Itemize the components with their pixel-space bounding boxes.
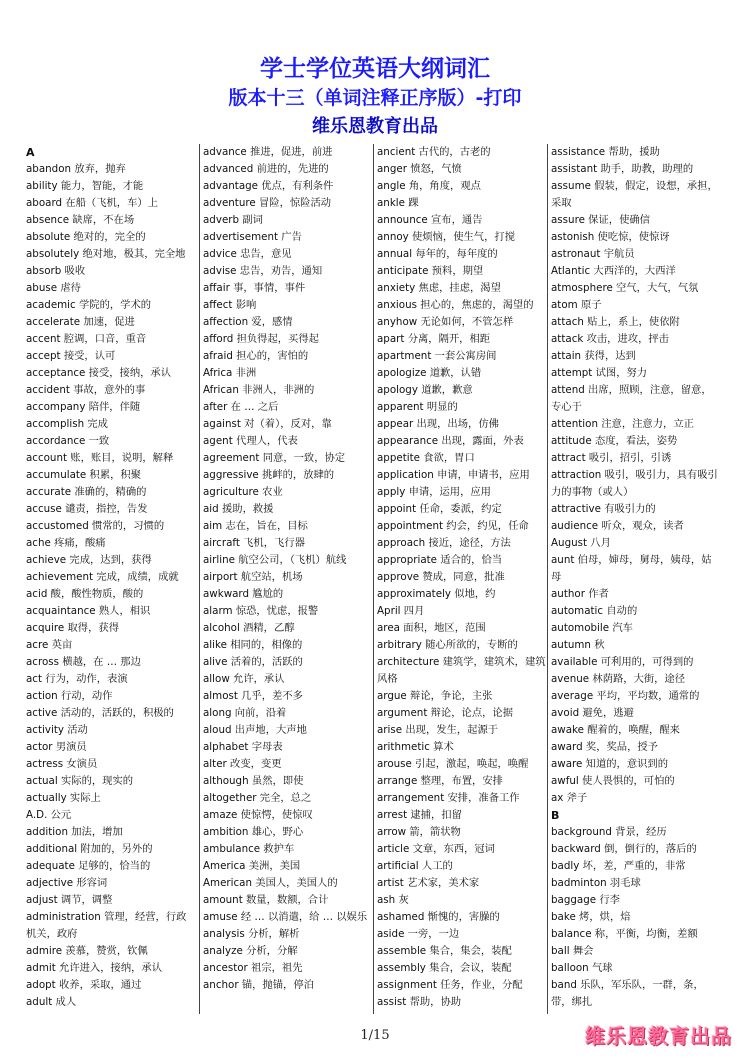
vocab-entry: anchor 锚，抛锚，停泊 [203, 979, 314, 991]
vocab-entry: advance 推进，促进，前进 [203, 146, 333, 158]
vocab-entry: aggressive 挑衅的，放肆的 [203, 469, 335, 481]
vocab-entry: anxiety 焦虑，挂虑，渴望 [377, 282, 501, 294]
vocab-entry: adventure 冒险，惊险活动 [203, 197, 332, 209]
vocab-entry: acid 酸，酸性物质，酸的 [26, 588, 144, 600]
vocab-entry: balloon 气球 [551, 962, 613, 974]
vocab-entry: aboard 在船（飞机，车）上 [26, 197, 158, 209]
vocab-entry: appearance 出现，露面，外表 [377, 435, 524, 447]
vocab-entry: anticipate 预料，期望 [377, 265, 484, 277]
vocab-entry: atmosphere 空气，大气，气氛 [551, 282, 699, 294]
vocab-entry: approve 赞成，同意，批准 [377, 571, 505, 583]
vocab-entry: assume 假装，假定，设想，承担，采取 [551, 180, 718, 209]
vocab-entry: achieve 完成，达到，获得 [26, 554, 152, 566]
vocab-entry: arrange 整理，布置，安排 [377, 775, 503, 787]
vocab-entry: avoid 避免，逃避 [551, 707, 634, 719]
vocab-entry: account 账，账目，说明，解释 [26, 452, 174, 464]
vocab-entry: advanced 前进的，先进的 [203, 163, 329, 175]
vocab-entry: apology 道歉，歉意 [377, 384, 473, 396]
vocab-entry: aim 志在，旨在，目标 [203, 520, 308, 532]
publisher-line: 维乐恩教育出品 [312, 116, 438, 137]
vocab-entry: approach 接近，途径，方法 [377, 537, 511, 549]
vocab-entry: ache 疼痛，酸痛 [26, 537, 106, 549]
vocab-entry: A.D. 公元 [26, 809, 72, 821]
vocab-entry: activity 活动 [26, 724, 88, 736]
vocab-entry: achievement 完成，成绩，成就 [26, 571, 179, 583]
vocab-entry: absolute 绝对的，完全的 [26, 231, 146, 243]
vocab-entry: arrangement 安排，准备工作 [377, 792, 520, 804]
vocab-entry: affection 爱，感情 [203, 316, 293, 328]
vocab-entry: baggage 行李 [551, 894, 620, 906]
vocab-entry: amaze 使惊愕，使惊叹 [203, 809, 313, 821]
vocab-entry: average 平均，平均数，通常的 [551, 690, 700, 702]
vocab-entry: appear 出现，出场，仿佛 [377, 418, 499, 430]
vocab-entry: awful 使人畏惧的，可怕的 [551, 775, 675, 787]
vocab-entry: adopt 收养，采取，通过 [26, 979, 142, 991]
vocab-entry: abandon 放弃，抛弃 [26, 163, 126, 175]
vocab-entry: aircraft 飞机，飞行器 [203, 537, 305, 549]
vocab-entry: airline 航空公司，（飞机）航线 [203, 554, 347, 566]
vocab-entry: argue 辩论，争论，主张 [377, 690, 493, 702]
vocab-entry: acquire 取得，获得 [26, 622, 119, 634]
vocab-entry: accept 接受，认可 [26, 350, 116, 362]
vocab-entry: aside 一旁，一边 [377, 928, 460, 940]
vocabulary-column-2 [199, 144, 372, 1014]
vocab-entry: alarm 惊恐，忧虑，报警 [203, 605, 319, 617]
section-letter: A [26, 146, 35, 159]
vocabulary-column-4 [547, 144, 720, 1014]
vocab-entry: acceptance 接受，接纳，承认 [26, 367, 172, 379]
vocab-entry: assure 保证，使确信 [551, 214, 650, 226]
vocab-entry: apartment 一套公寓房间 [377, 350, 497, 362]
vocab-entry: anyhow 无论如何，不管怎样 [377, 316, 514, 328]
vocab-entry: backward 倒，倒行的，落后的 [551, 843, 697, 855]
vocab-entry: amuse 经 … 以消遣，给 … 以娱乐 [203, 911, 368, 923]
vocab-entry: against 对（着），反对，靠 [203, 418, 332, 430]
vocab-entry: accumulate 积累，积聚 [26, 469, 142, 481]
vocab-entry: additional 附加的，另外的 [26, 843, 153, 855]
vocab-entry: ancestor 祖宗，祖先 [203, 962, 303, 974]
vocab-entry: addition 加法，增加 [26, 826, 123, 838]
vocab-entry: architecture 建筑学，建筑术，建筑风格 [377, 656, 546, 685]
vocab-entry: administration 管理，经营，行政机关，政府 [26, 911, 187, 940]
vocab-entry: Atlantic 大西洋的，大西洋 [551, 265, 676, 277]
vocab-entry: accelerate 加速，促进 [26, 316, 135, 328]
vocab-entry: approximately 似地，约 [377, 588, 496, 600]
vocab-entry: along 向前，沿着 [203, 707, 287, 719]
page-number: 1/15 [360, 1028, 390, 1043]
vocab-entry: adverb 副词 [203, 214, 263, 226]
vocab-entry: actress 女演员 [26, 758, 98, 770]
vocab-entry: audience 听众，观众，读者 [551, 520, 684, 532]
vocab-entry: August 八月 [551, 537, 611, 549]
vocab-entry: alike 相同的，相像的 [203, 639, 303, 651]
vocab-entry: badly 坏，差，严重的，非常 [551, 860, 686, 872]
vocab-entry: appropriate 适合的，恰当 [377, 554, 503, 566]
vocab-entry: ambition 雄心，野心 [203, 826, 304, 838]
vocab-entry: action 行动，动作 [26, 690, 113, 702]
vocab-entry: balance 称，平衡，均衡，差额 [551, 928, 698, 940]
vocab-entry: altogether 完全，总之 [203, 792, 312, 804]
vocab-entry: alcohol 酒精，乙醇 [203, 622, 295, 634]
vocab-entry: ash 灰 [377, 894, 409, 906]
vocab-entry: astonish 使吃惊，使惊讶 [551, 231, 670, 243]
vocab-entry: affair 事，事情，事件 [203, 282, 306, 294]
vocab-entry: artificial 人工的 [377, 860, 453, 872]
vocab-entry: ax 斧子 [551, 792, 588, 804]
vocab-entry: ashamed 惭愧的，害臊的 [377, 911, 500, 923]
vocab-entry: acquaintance 熟人，相识 [26, 605, 151, 617]
vocab-entry: attitude 态度，看法，姿势 [551, 435, 678, 447]
vocab-entry: agent 代理人，代表 [203, 435, 298, 447]
vocab-entry: Africa 非洲 [203, 367, 257, 379]
vocab-entry: attractive 有吸引力的 [551, 503, 656, 515]
vocab-entry: awake 醒着的，唤醒，醒来 [551, 724, 680, 736]
vocab-entry: background 背景，经历 [551, 826, 667, 838]
vocab-entry: accomplish 完成 [26, 418, 108, 430]
vocab-entry: apparent 明显的 [377, 401, 458, 413]
vocab-entry: awkward 尴尬的 [203, 588, 284, 600]
vocab-entry: advise 忠告，劝告，通知 [203, 265, 323, 277]
vocab-entry: absence 缺席，不在场 [26, 214, 135, 226]
vocab-entry: African 非洲人，非洲的 [203, 384, 315, 396]
vocabulary-columns [23, 144, 733, 1014]
document-title: 学士学位英语大纲词汇 [260, 56, 490, 82]
vocab-entry: agriculture 农业 [203, 486, 283, 498]
vocab-entry: acre 英亩 [26, 639, 73, 651]
vocab-entry: award 奖，奖品，授予 [551, 741, 658, 753]
vocab-entry: abuse 虐待 [26, 282, 81, 294]
vocab-entry: accustomed 惯常的，习惯的 [26, 520, 165, 532]
vocab-entry: across 横越，在 … 那边 [26, 656, 141, 668]
vocab-entry: apply 申请，运用，应用 [377, 486, 491, 498]
vocab-entry: academic 学院的，学术的 [26, 299, 152, 311]
vocab-entry: bake 烤，烘，焙 [551, 911, 631, 923]
vocab-entry: attend 出席，照顾，注意，留意，专心于 [551, 384, 712, 413]
vocab-entry: application 申请，申请书，应用 [377, 469, 530, 481]
vocab-entry: ancient 古代的，古老的 [377, 146, 491, 158]
vocab-entry: apart 分离，隔开，相距 [377, 333, 491, 345]
vocab-entry: automobile 汽车 [551, 622, 633, 634]
document-subtitle: 版本十三（单词注释正序版）-打印 [228, 87, 522, 109]
vocab-entry: after 在 … 之后 [203, 401, 279, 413]
vocab-entry: assemble 集合，集会，装配 [377, 945, 512, 957]
vocab-entry: article 文章，东西，冠词 [377, 843, 495, 855]
vocab-entry: aid 援助，救援 [203, 503, 274, 515]
vocab-entry: artist 艺术家，美术家 [377, 877, 480, 889]
vocab-entry: analysis 分析，解析 [203, 928, 300, 940]
vocab-entry: analyze 分析，分解 [203, 945, 298, 957]
vocab-entry: appointment 约会，约见，任命 [377, 520, 529, 532]
vocab-entry: accordance 一致 [26, 435, 110, 447]
vocab-entry: available 可利用的，可得到的 [551, 656, 694, 668]
vocab-entry: anxious 担心的，焦虑的，渴望的 [377, 299, 534, 311]
vocab-entry: avenue 林荫路，大街，途径 [551, 673, 686, 685]
vocab-entry: accident 事故，意外的事 [26, 384, 146, 396]
vocab-entry: autumn 秋 [551, 639, 605, 651]
vocab-entry: amount 数量，数额，合计 [203, 894, 329, 906]
vocab-entry: accuse 谴责，指控，告发 [26, 503, 148, 515]
vocab-entry: assistance 帮助，援助 [551, 146, 660, 158]
vocab-entry: automatic 自动的 [551, 605, 638, 617]
vocab-entry: ambulance 救护车 [203, 843, 295, 855]
vocab-entry: assist 帮助，协助 [377, 996, 462, 1008]
vocab-entry: arbitrary 随心所欲的，专断的 [377, 639, 518, 651]
vocab-entry: although 虽然，即使 [203, 775, 304, 787]
vocab-entry: aware 知道的，意识到的 [551, 758, 669, 770]
vocab-entry: arrow 箭，箭状物 [377, 826, 461, 838]
vocab-entry: adult 成人 [26, 996, 77, 1008]
vocab-entry: alphabet 字母表 [203, 741, 283, 753]
vocab-entry: annual 每年的，每年度的 [377, 248, 498, 260]
vocab-entry: attack 攻击，进攻，抨击 [551, 333, 669, 345]
vocab-entry: airport 航空站，机场 [203, 571, 303, 583]
vocab-entry: agreement 同意，一致，协定 [203, 452, 346, 464]
vocab-entry: assignment 任务，作业，分配 [377, 979, 523, 991]
vocab-entry: assistant 助手，助教，助理的 [551, 163, 694, 175]
vocab-entry: arithmetic 算术 [377, 741, 454, 753]
vocab-entry: accent 腔调，口音，重音 [26, 333, 147, 345]
vocab-entry: ball 舞会 [551, 945, 594, 957]
vocab-entry: accurate 准确的，精确的 [26, 486, 147, 498]
vocab-entry: attach 贴上，系上，使依附 [551, 316, 680, 328]
vocab-entry: attraction 吸引，吸引力，具有吸引力的事物（或人） [551, 469, 718, 498]
vocab-entry: almost 几乎，差不多 [203, 690, 303, 702]
vocab-entry: act 行为，动作，表演 [26, 673, 128, 685]
vocab-entry: appoint 任命，委派，约定 [377, 503, 502, 515]
vocab-entry: advantage 优点，有利条件 [203, 180, 334, 192]
vocab-entry: argument 辩论，论点，论据 [377, 707, 514, 719]
vocab-entry: aloud 出声地，大声地 [203, 724, 307, 736]
vocab-entry: admit 允许进入，接纳，承认 [26, 962, 163, 974]
vocabulary-column-1 [23, 144, 193, 1014]
vocab-entry: band 乐队，军乐队，一群，条，带，绑扎 [551, 979, 704, 1008]
vocab-entry: appetite 食欲，胃口 [377, 452, 475, 464]
vocab-entry: admire 羡慕，赞赏，钦佩 [26, 945, 148, 957]
vocab-entry: America 美洲，美国 [203, 860, 301, 872]
vocab-entry: allow 允许，承认 [203, 673, 285, 685]
vocab-entry: affect 影响 [203, 299, 257, 311]
vocab-entry: adjust 调节，调整 [26, 894, 113, 906]
vocabulary-column-3 [373, 144, 546, 1014]
vocab-entry: author 作者 [551, 588, 609, 600]
vocab-entry: attention 注意，注意力，立正 [551, 418, 694, 430]
vocab-entry: adjective 形容词 [26, 877, 108, 889]
vocab-entry: arouse 引起，激起，唤起，唤醒 [377, 758, 529, 770]
vocab-entry: attempt 试图，努力 [551, 367, 648, 379]
vocab-entry: afraid 担心的，害怕的 [203, 350, 309, 362]
vocab-entry: active 活动的，活跃的，积极的 [26, 707, 174, 719]
vocab-entry: actually 实际上 [26, 792, 101, 804]
vocab-entry: badminton 羽毛球 [551, 877, 641, 889]
vocab-entry: annoy 使烦恼，使生气，打搅 [377, 231, 515, 243]
publisher-watermark: 维乐恩教育出品 [585, 1024, 732, 1048]
vocab-entry: arise 出现，发生，起源于 [377, 724, 499, 736]
vocab-entry: astronaut 宇航员 [551, 248, 635, 260]
vocab-entry: area 面积，地区，范围 [377, 622, 486, 634]
vocab-entry: ankle 踝 [377, 197, 419, 209]
vocab-entry: advertisement 广告 [203, 231, 302, 243]
vocab-entry: accompany 陪伴，伴随 [26, 401, 141, 413]
vocab-entry: April 四月 [377, 605, 425, 617]
vocab-entry: advice 忠告，意见 [203, 248, 292, 260]
vocab-entry: aunt 伯母，婶母，舅母，姨母，姑母 [551, 554, 712, 583]
vocab-entry: apologize 道歉，认错 [377, 367, 482, 379]
vocab-entry: angle 角，角度，观点 [377, 180, 481, 192]
vocab-entry: assembly 集合，会议，装配 [377, 962, 512, 974]
vocab-entry: attract 吸引，招引，引诱 [551, 452, 672, 464]
vocab-entry: afford 担负得起，买得起 [203, 333, 319, 345]
vocab-entry: attain 获得，达到 [551, 350, 636, 362]
vocab-entry: actual 实际的，现实的 [26, 775, 134, 787]
vocab-entry: actor 男演员 [26, 741, 87, 753]
vocab-entry: absolutely 绝对地，极其，完全地 [26, 248, 186, 260]
vocab-entry: adequate 足够的，恰当的 [26, 860, 151, 872]
vocab-entry: American 美国人，美国人的 [203, 877, 338, 889]
vocab-entry: atom 原子 [551, 299, 602, 311]
vocab-entry: alter 改变，变更 [203, 758, 282, 770]
vocab-entry: anger 愤怒，气愤 [377, 163, 462, 175]
vocab-entry: alive 活着的，活跃的 [203, 656, 303, 668]
vocab-entry: announce 宣布，通告 [377, 214, 483, 226]
section-letter: B [551, 809, 560, 822]
vocab-entry: ability 能力，智能，才能 [26, 180, 144, 192]
vocab-entry: absorb 吸收 [26, 265, 86, 277]
vocab-entry: arrest 逮捕，扣留 [377, 809, 462, 821]
